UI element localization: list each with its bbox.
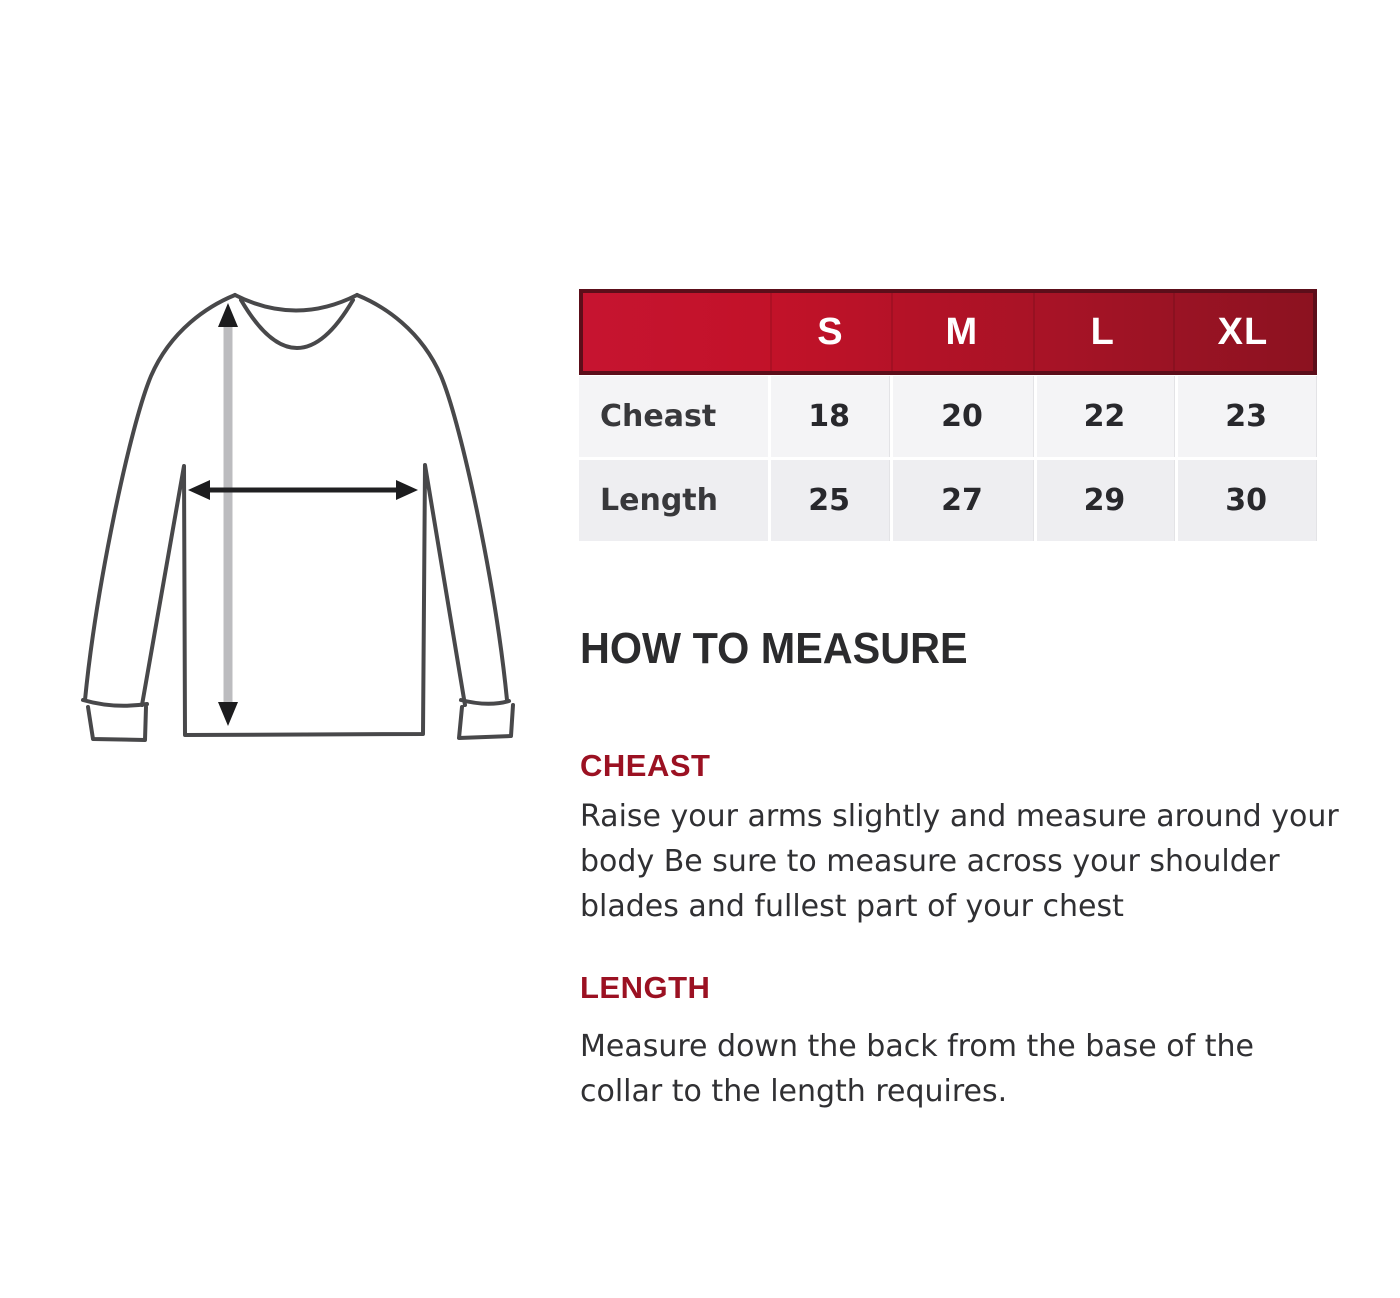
row-label-cheast: Cheast [579, 376, 768, 457]
cheast-value-l: 22 [1034, 376, 1176, 457]
cheast-section-heading: CHEAST [580, 748, 711, 783]
left-cuff [88, 707, 146, 740]
chest-arrow [188, 480, 418, 500]
header-cell-size-l: L [1033, 293, 1173, 371]
cheast-value-s: 18 [768, 376, 891, 457]
length-arrow [218, 303, 238, 726]
header-cell-size-m: M [891, 293, 1033, 371]
shirt-diagram [58, 248, 528, 748]
length-value-s: 25 [768, 460, 891, 541]
left-sleeve-outer [85, 295, 235, 700]
length-section-body: Measure down the back from the base of the collar to the length requires. [580, 1029, 1254, 1109]
length-value-m: 27 [890, 460, 1033, 541]
cheast-value-xl: 23 [1175, 376, 1317, 457]
right-sleeve-end [461, 700, 509, 704]
left-sleeve-end [83, 700, 147, 706]
length-value-xl: 30 [1175, 460, 1317, 541]
length-section-heading: LENGTH [580, 970, 711, 1005]
size-table-header [579, 289, 1317, 375]
size-table [579, 289, 1317, 541]
body-outline [142, 465, 465, 735]
cheast-value-m: 20 [890, 376, 1033, 457]
row-label-length: Length [579, 460, 768, 541]
header-cell-blank [583, 293, 770, 371]
cheast-section-body: Raise your arms slightly and measure around your body Be sure to measure across your shoulder blades and fullest part of your chest [580, 799, 1339, 924]
length-value-l: 29 [1034, 460, 1176, 541]
collar-rib [241, 300, 353, 348]
size-table-body [579, 376, 1317, 541]
how-to-measure-title: HOW TO MEASURE [580, 624, 968, 673]
header-cell-size-s: S [770, 293, 891, 371]
long-sleeve-shirt-icon [58, 248, 528, 748]
collar-outline [235, 295, 357, 311]
header-cell-size-xl: XL [1173, 293, 1313, 371]
right-cuff [459, 705, 513, 738]
